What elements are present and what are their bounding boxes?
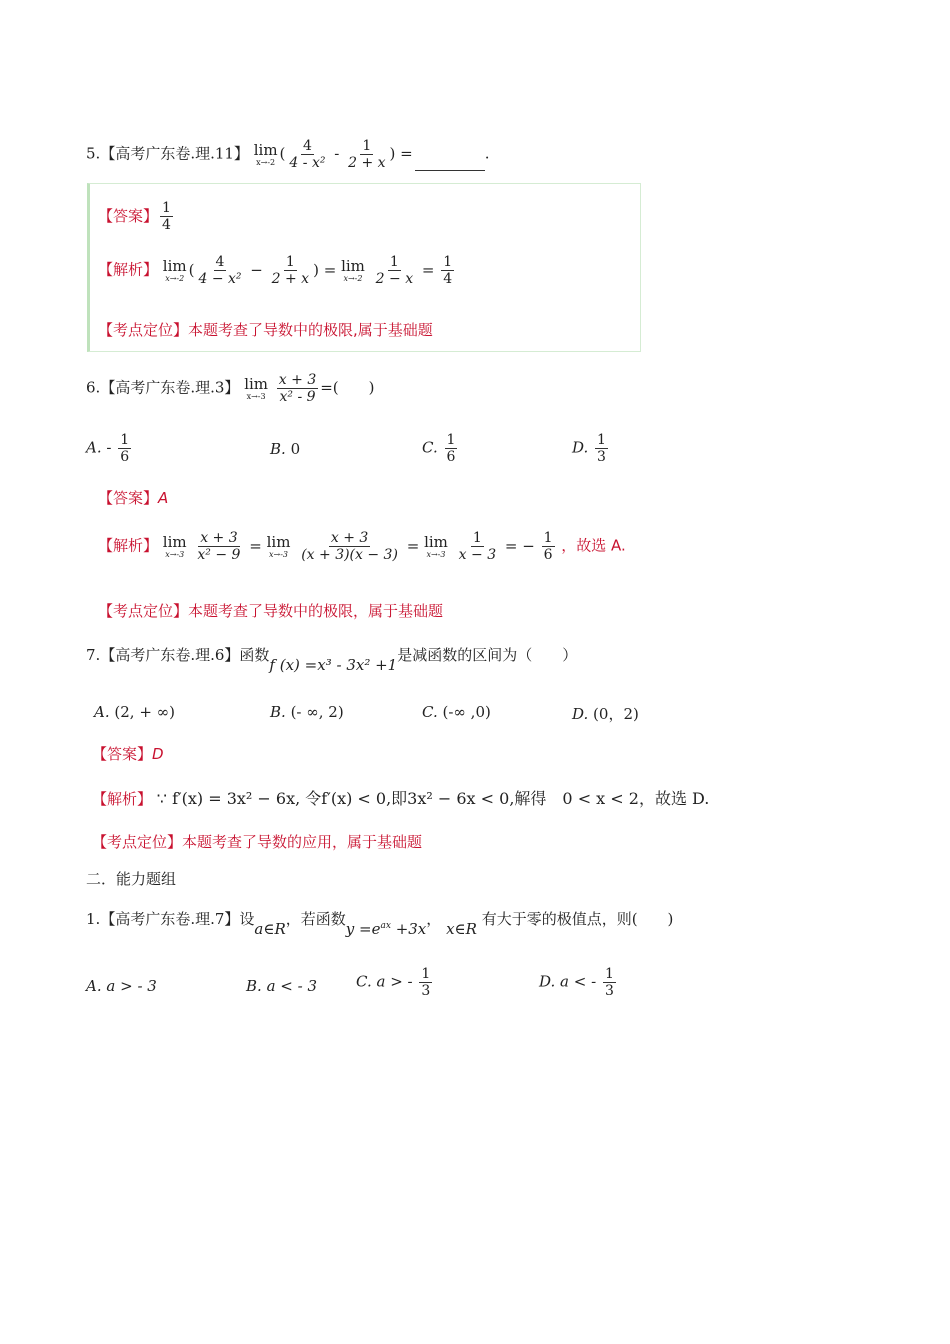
analysis-fraction-2 [270,254,311,287]
q6-answer [98,487,168,508]
q5-kaodian: 【考点定位】本题考查了导数中的极限,属于基础题 [98,321,433,339]
option-letter: A. [86,977,102,995]
analysis-fraction-4 [542,530,555,563]
option-fraction [419,966,432,999]
analysis-limit-2 [266,532,291,559]
limit-subscript: x→-3 [269,549,289,559]
q6-kaodian: 【考点定位】本题考查了导数中的极限，属于基础题 [98,602,444,620]
equals-sign: = [249,536,262,555]
denominator: 3 [597,449,606,465]
numerator: 1 [421,966,431,982]
answer-label: 【答案】 [92,745,153,763]
denominator: 4 [443,271,453,287]
option-letter: D. [572,705,589,723]
denominator: 3 [421,983,431,999]
limit-subscript: x→-2 [256,157,276,167]
q6-stem [86,372,375,405]
option-value: (0，2) [593,705,639,723]
analysis-fraction-3 [457,530,498,563]
denominator: 6 [543,547,553,563]
numerator: 1 [604,966,614,982]
analysis-limit-2 [341,256,365,283]
answer-value: A [158,489,169,507]
option-value: (-∞ ,0) [442,703,491,721]
denominator: x² − 9 [197,547,241,563]
option-value: 0 [290,440,301,458]
limit-word: lim [266,532,291,551]
q-text: 设 [239,910,255,928]
analysis-label: 【解析】 [98,536,159,555]
numerator: 1 [543,530,553,546]
denominator: 2 + x [348,155,386,171]
q-text: ， [426,910,442,928]
option-fraction [595,432,608,465]
answer-fraction [160,200,173,233]
denominator: 2 + x [271,271,310,287]
option-value: a < - 3 [266,977,318,995]
option-letter: C. [356,972,372,991]
analysis-limit [162,532,187,559]
s2-q1-option-d [539,966,618,999]
q7-option-b [270,703,344,721]
s2-q1-stem [86,906,674,938]
function-exponent: ax [380,921,391,931]
numerator: 1 [285,254,295,270]
numerator: 1 [389,254,399,270]
limit-subscript: x→-3 [426,549,446,559]
q5-stem [86,138,490,171]
numerator: 1 [597,432,606,448]
q-text: 有大于零的极值点，则( ) [481,910,674,928]
option-letter: A. [86,438,102,457]
q5-source-tag: 【高考广东卷.理.11】 [100,144,249,163]
s2-q1-option-a [86,977,157,995]
q6-option-a [86,432,133,465]
denominator: 4 − x² [198,271,242,287]
q5-answer-box [87,183,641,352]
q7-text-function: 函数 [239,646,270,664]
option-value: a > - 3 [106,977,157,995]
q7-function-expression: f (x) =x³ - 3x² +1 [269,656,398,674]
option-letter: D. [539,972,556,991]
q6-number: 6. [86,378,101,397]
q5-analysis: 【解析】 lim x→-2 ( $\frac{4}{\text{4 − x²}}$ − $\frac{1}{2 + x}$ ) = lim x→-2 $\frac{1}{2 - x}$ = $\frac{1}{4}$ [98,254,453,287]
q7-option-c [422,703,491,721]
option-letter: A. [94,703,110,721]
option-letter: C. [422,438,438,457]
s2-q1-option-c [356,966,434,999]
denominator: 4 [162,217,171,233]
option-value: (2, + ∞) [114,703,176,721]
period: . [484,144,490,163]
limit-word: lim [244,374,269,393]
denominator: (x + 3)(x − 3) [301,547,398,563]
q6-fraction [277,372,318,405]
q7-answer [92,743,164,764]
q-source-tag: 【高考广东卷.理.7】 [100,910,240,928]
equals-sign: ) = [389,144,413,163]
q7-kaodian: 【考点定位】本题考查了导数的应用，属于基础题 [92,833,423,851]
denominator: 6 [120,449,130,465]
analysis-label: 【解析】 [98,260,159,279]
numerator: 1 [362,138,372,154]
option-prefix: a < - [560,972,597,991]
analysis-fraction-4 [441,254,454,287]
q6-option-b [270,440,300,458]
analysis-fraction-3 [374,254,415,287]
analysis-conclusion: ，故选 A. [561,536,626,555]
section-title: 二．能力题组 [86,870,177,888]
function-expression [346,920,426,938]
limit-word: lim [162,256,187,275]
numerator: x + 3 [330,530,369,546]
q7-option-a [94,703,175,721]
s2-q1-option-b [246,977,317,995]
equals-sign: = [406,536,420,555]
answer-blank [415,170,485,171]
q-number: 1. [86,910,101,928]
limit-subscript: x→-2 [165,273,185,283]
option-fraction [603,966,616,999]
q7-source-tag: 【高考广东卷.理.6】 [100,646,240,664]
answer-label: 【答案】 [98,207,159,225]
limit-subscript: x→-3 [165,549,185,559]
analysis-fraction-2 [299,530,400,563]
q-text: ，若函数 [285,910,346,928]
analysis-label: 【解析】 [92,790,153,808]
denominator: 6 [446,449,456,465]
q6-option-c [422,432,459,465]
option-fraction [118,432,131,465]
q7-analysis [92,786,709,809]
q7-option-d [572,703,639,724]
condition-x: x∈R [446,920,477,938]
q6-option-d [572,432,610,465]
equals-sign: = [421,260,435,279]
q6-source-tag: 【高考广东卷.理.3】 [100,378,240,397]
q6-analysis [98,530,626,563]
limit-word: lim [424,532,448,551]
denominator: 4 - x² [289,155,326,171]
analysis-fraction-1 [195,530,242,563]
q5-number: 5. [86,144,101,163]
numerator: 1 [120,432,130,448]
q7-text-question: 是减函数的区间为（ ） [397,646,578,664]
analysis-limit-3 [424,532,448,559]
option-letter: B. [246,977,262,995]
denominator: x² - 9 [279,389,316,405]
limit-subscript: x→-2 [343,273,363,283]
option-letter: C. [422,703,438,721]
option-prefix: a > - [376,972,413,991]
q7-number: 7. [86,646,101,664]
numerator: x + 3 [278,372,317,388]
analysis-limit [162,256,187,283]
numerator: 1 [446,432,456,448]
analysis-text: ∵ f′(x) = 3x² − 6x, 令f′(x) < 0,即3x² − 6x < 0,解得 0 < x < 2，故选 D. [156,789,710,808]
minus-sign: - [106,438,112,457]
limit-word: lim [341,256,365,275]
equals-negative: = − [504,536,535,555]
numerator: 4 [302,138,312,154]
numerator: 1 [162,200,171,216]
limit-word: lim [162,532,187,551]
numerator: 4 [215,254,225,270]
denominator: x − 3 [458,547,497,563]
analysis-fraction-1 [196,254,243,287]
equals-sign: ) = [313,260,337,279]
numerator: x + 3 [200,530,238,546]
answer-paren: =( ) [320,378,375,397]
denominator: 2 − x [375,271,414,287]
numerator: 1 [472,530,482,546]
option-letter: D. [572,438,589,457]
q7-stem [86,645,578,674]
answer-value: D [152,745,164,763]
limit-word: lim [253,140,278,159]
denominator: 3 [604,983,614,999]
function-tail: +3x [390,920,427,938]
option-letter: B. [270,703,286,721]
answer-label: 【答案】 [98,489,159,507]
option-value: (- ∞, 2) [290,703,344,721]
open-paren: ( [279,144,286,163]
limit-subscript: x→-3 [246,391,266,401]
function-base: y =e [345,920,381,938]
numerator: 1 [443,254,453,270]
minus-sign: - [334,144,340,163]
q5-fraction-2 [346,138,387,171]
condition-a: a∈R [254,920,286,938]
option-letter: B. [270,440,286,458]
q5-limit [253,140,278,167]
q6-limit [244,374,269,401]
q5-fraction-1 [287,138,327,171]
q5-answer [98,200,175,233]
option-fraction [445,432,458,465]
